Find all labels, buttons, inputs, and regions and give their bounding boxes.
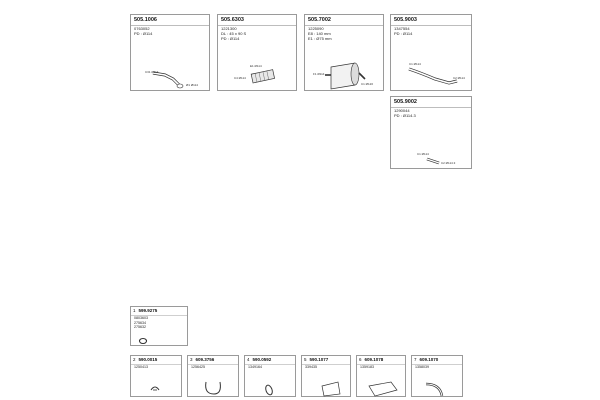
- part-ref: 1256425: [191, 365, 205, 369]
- part-code: 609.1070: [419, 357, 439, 362]
- part-card-505-7002[interactable]: [304, 14, 384, 91]
- hanger-icon: [412, 356, 464, 398]
- diagram-label: F1 Ø114: [313, 72, 325, 76]
- part-ref: 339435: [305, 365, 317, 369]
- item-index: 6: [359, 357, 362, 362]
- part-code: 599.9275: [138, 308, 158, 313]
- diagram-label: C4 Ø114: [234, 76, 246, 80]
- part-code: 505.1006: [131, 15, 209, 26]
- clamp-icon: [131, 356, 183, 398]
- part-code: 609.1078: [364, 357, 384, 362]
- part-spec: PD : Ø114: [221, 36, 240, 41]
- part-ref: 1347554: [394, 26, 410, 31]
- clamp-icon: [131, 307, 189, 347]
- exhaust-pipe-diagram: [131, 15, 211, 92]
- part-code: 590.0015: [138, 357, 158, 362]
- part-ref: 1221300: [221, 26, 237, 31]
- diagram-label: C31 Ø114: [145, 70, 159, 74]
- part-ref: 1225090: [308, 26, 324, 31]
- part-spec: PD : Ø114: [394, 31, 413, 36]
- part-code: 505.9003: [391, 15, 471, 26]
- heat-shield-icon: [357, 356, 407, 398]
- bracket-icon: [188, 356, 240, 398]
- part-ref: 0803603: [134, 316, 148, 320]
- part-code: 505.7002: [305, 15, 383, 26]
- diagram-label: Ø1 Ø114: [186, 83, 198, 87]
- part-spec: E8 : 140 mm: [308, 31, 331, 36]
- diagram-label: C1 Ø120: [361, 82, 374, 86]
- part-card-505-1006[interactable]: [130, 14, 210, 91]
- accessory-card-590-0592[interactable]: [244, 355, 296, 397]
- part-ref: 0763052: [134, 26, 150, 31]
- diagram-label: C1 Ø114: [417, 152, 429, 156]
- accessory-card-609-1070[interactable]: [411, 355, 463, 397]
- part-ref: 1290044: [394, 108, 410, 113]
- gasket-icon: [245, 356, 297, 398]
- part-card-505-6303[interactable]: [217, 14, 297, 91]
- part-card-505-9002[interactable]: [390, 96, 472, 169]
- part-ref: 275634: [134, 320, 146, 325]
- diagram-label: C1 Ø114: [409, 62, 421, 66]
- part-ref: 1358039: [415, 365, 429, 369]
- part-code: 590.1077: [309, 357, 329, 362]
- part-card-505-9003[interactable]: [390, 14, 472, 91]
- muffler-diagram: [218, 15, 298, 92]
- accessory-card-590-1077[interactable]: [301, 355, 351, 397]
- part-ref: 1359183: [360, 365, 374, 369]
- item-index: 7: [414, 357, 417, 362]
- part-ref: 1349164: [248, 365, 262, 369]
- accessory-card-590-0015[interactable]: [130, 355, 182, 397]
- item-index: 4: [247, 357, 250, 362]
- part-code: 590.0592: [252, 357, 272, 362]
- accessory-card-609-3756[interactable]: [187, 355, 239, 397]
- item-index: 1: [133, 308, 136, 313]
- part-spec: PD : Ø114.3: [394, 113, 416, 118]
- part-code: 609.3756: [195, 357, 215, 362]
- part-ref: 275632: [134, 325, 146, 329]
- part-code: 505.6303: [218, 15, 296, 26]
- silencer-diagram: [305, 15, 385, 92]
- accessory-card-599-9275[interactable]: [130, 306, 188, 346]
- diagram-label: C2 Ø114.3: [441, 161, 456, 165]
- part-ref: 1250413: [134, 365, 148, 369]
- diagram-label: C2 Ø114: [453, 76, 465, 80]
- part-spec: E1 : Ø75 mm: [308, 36, 332, 41]
- item-index: 3: [190, 357, 193, 362]
- accessory-card-609-1078[interactable]: [356, 355, 406, 397]
- heat-shield-icon: [302, 356, 352, 398]
- part-spec: DL : 45 x 90 S: [221, 31, 247, 36]
- part-code: 505.9002: [391, 97, 471, 108]
- exhaust-pipe-diagram: [391, 97, 473, 170]
- diagram-label: E1 Ø114: [250, 64, 262, 68]
- item-index: 5: [304, 357, 307, 362]
- item-index: 2: [133, 357, 136, 362]
- exhaust-pipe-diagram: [391, 15, 473, 92]
- part-spec: PD : Ø114: [134, 31, 153, 36]
